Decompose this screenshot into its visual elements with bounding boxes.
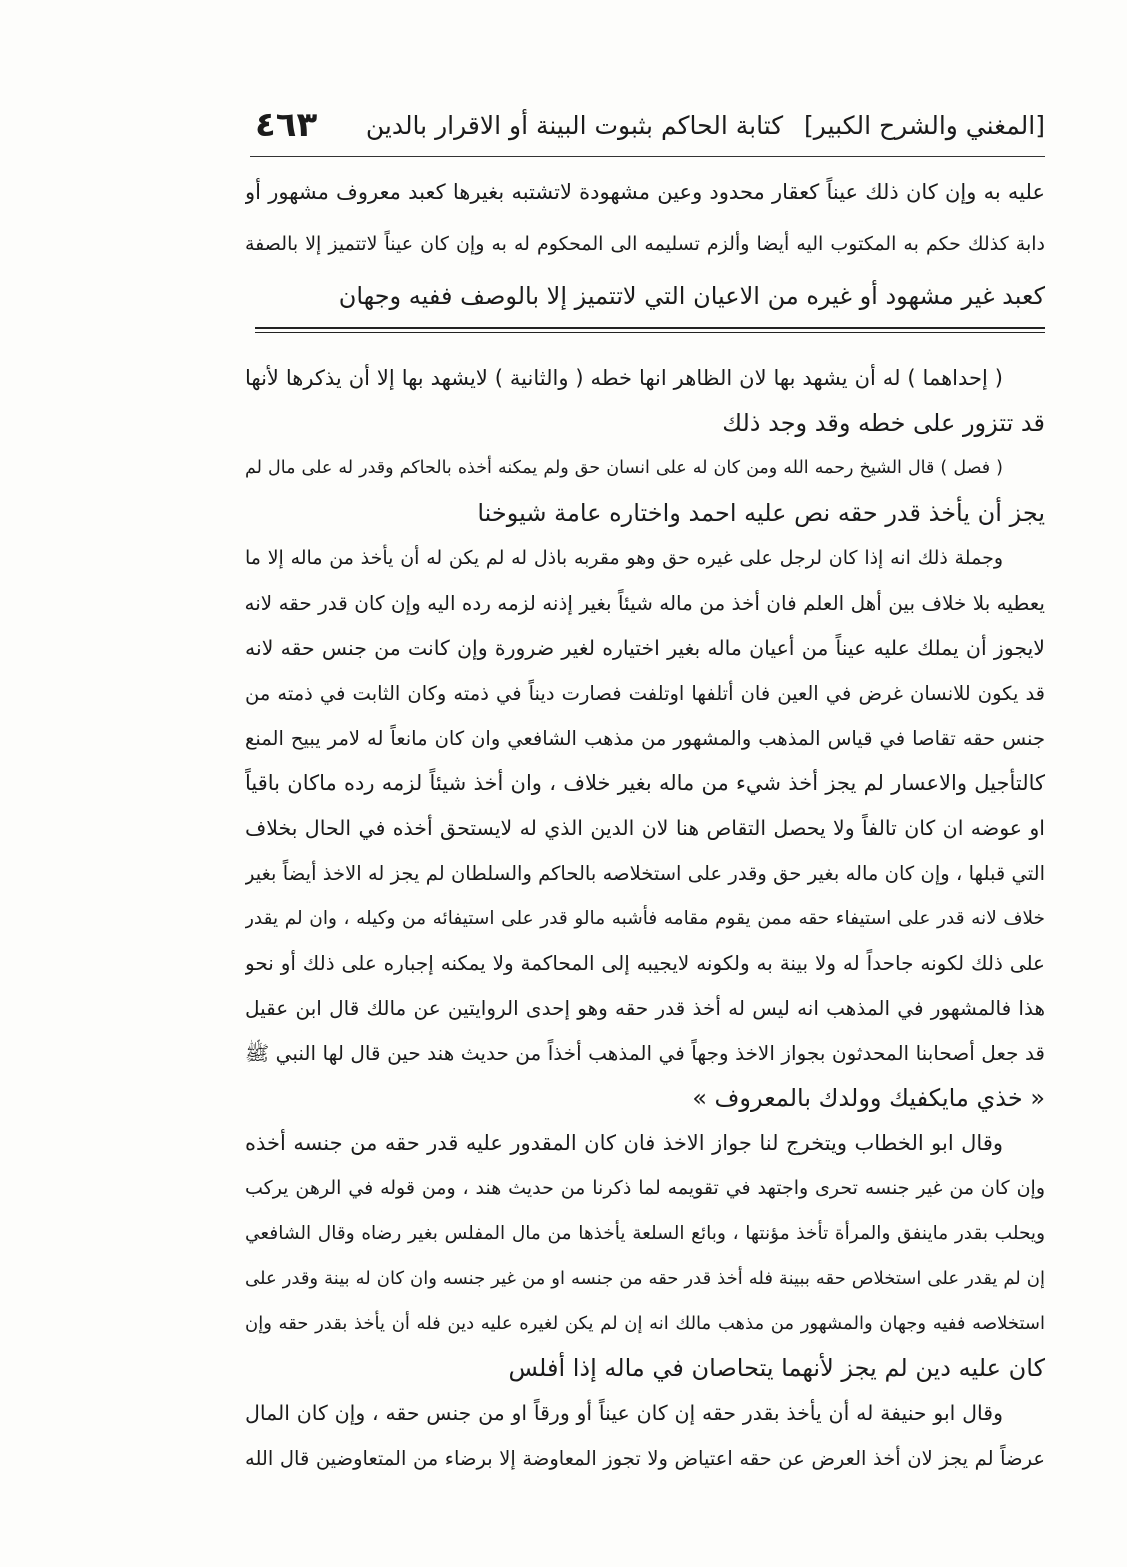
- hadith-quote: « خذي مايكفيك وولدك بالمعروف »: [692, 1084, 1045, 1112]
- text-line: كان عليه دين لم يجز لأنهما يتحاصان في ماله إذا أفلس: [508, 1354, 1045, 1382]
- section-divider: [255, 327, 1045, 335]
- text-line: هذا فالمشهور في المذهب انه ليس له أخذ قدر حقه وهو إحدى الروايتين عن مالك قال ابن عقيل: [245, 996, 1045, 1020]
- text-line: وقال ابو الخطاب ويتخرج لنا جواز الاخذ فان كان المقدور عليه قدر حقه من جنسه أخذه: [245, 1131, 1003, 1155]
- header-divider: [250, 156, 1045, 157]
- text-line: خلاف لانه قدر على استيفاء حقه ممن يقوم مقامه فأشبه مالو قدر على استيفائه من وكيله ، وان لم يقدر: [245, 908, 1045, 929]
- text-line: قد تتزور على خطه وقد وجد ذلك: [722, 409, 1045, 437]
- text-line: إن لم يقدر على استخلاص حقه ببينة فله أخذ قدر حقه من جنسه او من غير جنسه وان كان له بينة وقدر على: [245, 1268, 1045, 1289]
- text-line: كعبد غير مشهود أو غيره من الاعيان التي لاتتميز إلا بالوصف ففيه وجهان: [338, 282, 1045, 310]
- top-text-block: [245, 166, 1045, 322]
- text-line: ويحلب بقدر ماينفق والمرأة تأخذ مؤنتها ، وبائع السلعة يأخذها من مال المفلس بغير رضاه وقال الشافعي: [245, 1223, 1045, 1244]
- text-line: التي قبلها ، وإن كان ماله بغير حق وقدر على استخلاصه بالحاكم والسلطان لم يجز له الاخذ أيضاً بغير: [245, 862, 1045, 885]
- book-title: [المغني والشرح الكبير]: [804, 110, 1045, 140]
- text-line: على ذلك لكونه جاحداً له ولا بينة به ولكونه لايجيبه إلى المحاكمة ولا يمكنه إجباره على ذلك أو نحو: [245, 951, 1045, 975]
- text-line: دابة كذلك حكم به المكتوب اليه أيضا وألزم تسليمه الى المحكوم له به وإن كان عيناً لاتتميز إلا بالصفة: [245, 233, 1045, 255]
- text-line: قد يكون للانسان غرض في العين فان أتلفها اوتلفت فصارت ديناً في ذمته وكان الثابت في ذمته من: [245, 682, 1045, 705]
- text-line: ( إحداهما ) له أن يشهد بها لان الظاهر انها خطه ( والثانية ) لايشهد بها إلا أن يذكرها لأنها: [245, 366, 1003, 390]
- text-line: عرضاً لم يجز لان أخذ العرض عن حقه اعتياض ولا تجوز المعاوضة إلا برضاء من المتعاوضين قال الله: [245, 1447, 1045, 1470]
- body-text-block: [245, 356, 1045, 1481]
- text-line: وإن كان من غير جنسه تحرى واجتهد في تقويمه لما ذكرنا من حديث هند ، ومن قوله في الرهن يركب: [245, 1177, 1045, 1199]
- text-line: قد جعل أصحابنا المحدثون بجواز الاخذ وجهاً في المذهب أخذاً من حديث هند حين قال لها النبي ﷺ: [245, 1041, 1045, 1065]
- text-line: لايجوز أن يملك عليه عيناً من أعيان ماله بغير اختياره لغير ضرورة وإن كانت من جنس حقه لانه: [245, 636, 1045, 660]
- text-line: كالتأجيل والاعسار لم يجز أخذ شيء من ماله بغير خلاف ، وان أخذ شيئاً لزمه رده ماكان باقياً: [245, 771, 1045, 795]
- text-line: عليه به وإن كان ذلك عيناً كعقار محدود وعين مشهودة لاتشتبه بغيرها كعبد معروف مشهور أو: [245, 180, 1045, 204]
- text-line: يجز أن يأخذ قدر حقه نص عليه احمد واختاره عامة شيوخنا: [477, 499, 1045, 527]
- text-line: جنس حقه تقاصا في قياس المذهب والمشهور من مذهب الشافعي وان كان مانعاً له لامر يبيح المنع: [245, 727, 1045, 750]
- page-number: ٤٦٣: [255, 105, 318, 145]
- text-line: او عوضه ان كان تالفاً ولا يحصل التقاص هنا لان الدين الذي له لايستحق أخذه في الحال بخلاف: [245, 816, 1045, 840]
- text-line: وجملة ذلك انه إذا كان لرجل على غيره حق وهو مقربه باذل له لم يكن له أن يأخذ من ماله إلا ما: [245, 547, 1003, 569]
- text-line: وقال ابو حنيفة له أن يأخذ بقدر حقه إن كان عيناً أو ورقاً او من جنس حقه ، وإن كان المال: [245, 1401, 1003, 1425]
- text-line: استخلاصه ففيه وجهان والمشهور من مذهب مالك انه إن لم يكن لغيره عليه دين فله أن يأخذ بقدر حقه وإن: [245, 1313, 1045, 1334]
- page-header: [255, 100, 1045, 150]
- section-title: كتابة الحاكم بثبوت البينة أو الاقرار بالدين: [365, 110, 784, 140]
- text-line: يعطيه بلا خلاف بين أهل العلم فان أخذ من ماله شيئاً بغير إذنه لزمه رده اليه وإن كان قدر حقه لانه: [245, 591, 1045, 615]
- text-line: ( فصل ) قال الشيخ رحمه الله ومن كان له على انسان حق ولم يمكنه أخذه بالحاكم وقدر له على مال لم: [245, 458, 1003, 478]
